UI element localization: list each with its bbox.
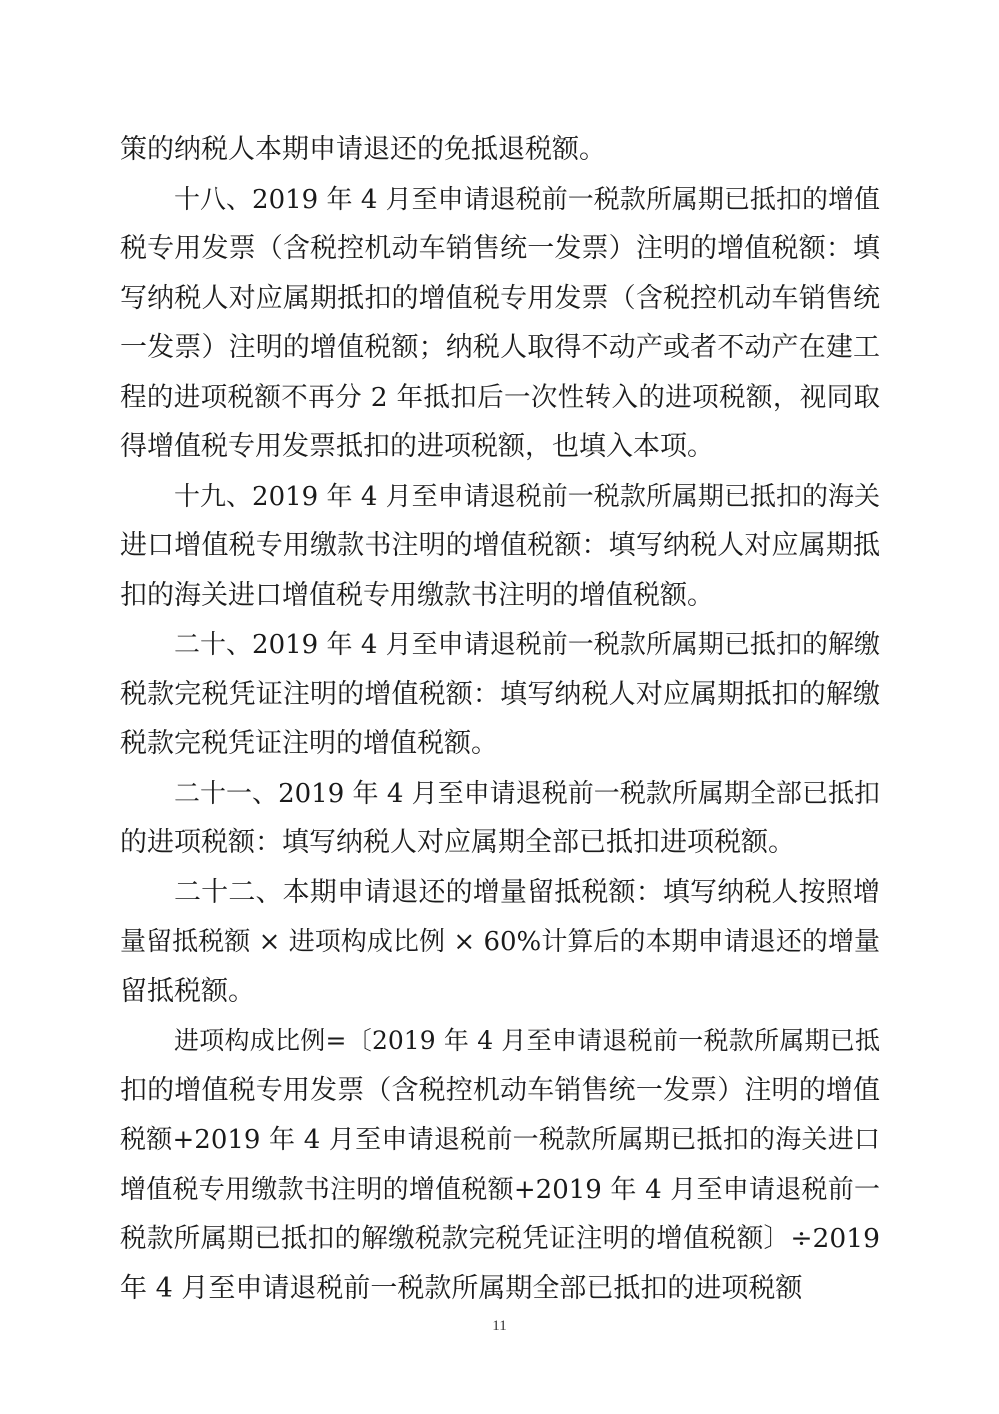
paragraph-20-line: 二十、2019 年 4 月至申请退税前一税款所属期已抵扣的解缴 (174, 630, 880, 660)
paragraph-22-line: 二十二、本期申请退还的增量留抵税额：填写纳税人按照增 (174, 877, 880, 908)
formula-paragraph-line: 税额+2019 年 4 月至申请退税前一税款所属期已抵扣的海关进口 (120, 1125, 880, 1155)
page-number: 11 (492, 1318, 507, 1334)
paragraph-21-line: 的进项税额：填写纳税人对应属期全部已抵扣进项税额。 (120, 827, 795, 858)
paragraph-22-line: 留抵税额。 (120, 976, 255, 1007)
formula-paragraph-line: 年 4 月至申请退税前一税款所属期全部已抵扣的进项税额 (120, 1273, 803, 1304)
paragraph-18-line: 十八、2019 年 4 月至申请退税前一税款所属期已抵扣的增值 (174, 185, 880, 215)
paragraph-22-line: 量留抵税额 × 进项构成比例 × 60%计算后的本期申请退还的增量 (120, 927, 880, 957)
paragraph-21-line: 二十一、2019 年 4 月至申请退税前一税款所属期全部已抵扣 (174, 779, 880, 809)
text-line: 策的纳税人本期申请退还的免抵退税额。 (120, 134, 606, 165)
paragraph-18-line: 程的进项税额不再分 2 年抵扣后一次性转入的进项税额，视同取 (120, 382, 880, 413)
formula-paragraph-line: 税款所属期已抵扣的解缴税款完税凭证注明的增值税额〕÷2019 (120, 1223, 880, 1254)
formula-paragraph-line: 进项构成比例=〔2019 年 4 月至申请退税前一税款所属期已抵 (174, 1026, 880, 1055)
formula-paragraph-line: 增值税专用缴款书注明的增值税额+2019 年 4 月至申请退税前一 (120, 1175, 880, 1205)
paragraph-18-line: 一发票）注明的增值税额；纳税人取得不动产或者不动产在建工 (120, 332, 880, 363)
paragraph-20-line: 税款完税凭证注明的增值税额：填写纳税人对应属期抵扣的解缴 (120, 679, 880, 710)
paragraph-19-line: 进口增值税专用缴款书注明的增值税额：填写纳税人对应属期抵 (120, 530, 880, 561)
paragraph-19-line: 十九、2019 年 4 月至申请退税前一税款所属期已抵扣的海关 (174, 482, 880, 512)
paragraph-20-line: 税款完税凭证注明的增值税额。 (120, 728, 498, 759)
paragraph-18-line: 税专用发票（含税控机动车销售统一发票）注明的增值税额：填 (120, 233, 880, 264)
paragraph-19-line: 扣的海关进口增值税专用缴款书注明的增值税额。 (120, 580, 714, 611)
paragraph-18-line: 写纳税人对应属期抵扣的增值税专用发票（含税控机动车销售统 (120, 283, 880, 314)
formula-paragraph-line: 扣的增值税专用发票（含税控机动车销售统一发票）注明的增值 (120, 1075, 880, 1106)
paragraph-18-line: 得增值税专用发票抵扣的进项税额，也填入本项。 (120, 431, 714, 462)
